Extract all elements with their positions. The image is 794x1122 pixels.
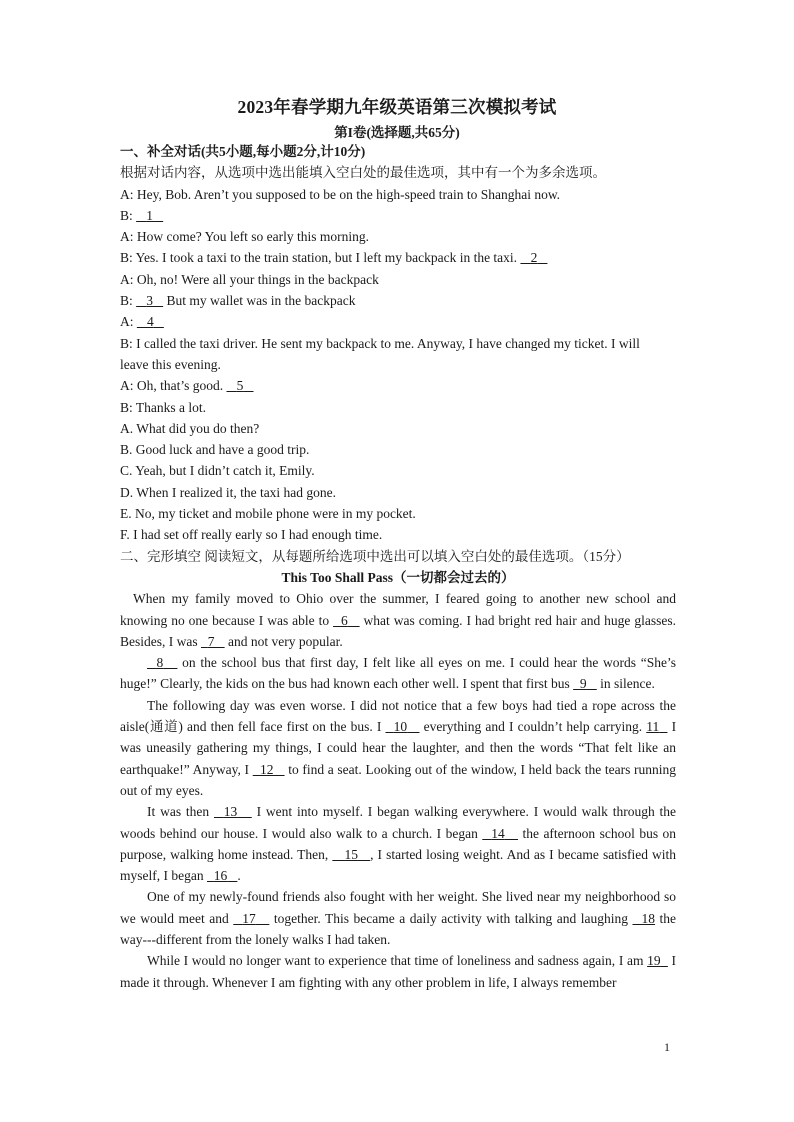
blank-11: 11 [646, 719, 660, 735]
blank-5: 5 [236, 378, 244, 394]
page-number: 1 [664, 1040, 670, 1054]
paragraph-6: While I would no longer want to experience that time of loneliness and sadness again, I am 19 I made it through. Whenever I am fighting with any other problem in life, I always remember [120, 953, 677, 990]
dialogue-line-5: A: Oh, no! Were all your things in the backpack [120, 271, 379, 287]
paragraph-1: When my family moved to Ohio over the summer, I feared going to another new school and knowing no one because I was able to 6 what was coming. I had bright red hair and huge glasses. Besides, I was 7 and not very popular. [120, 591, 676, 649]
option-c: C. Yeah, but I didn’t catch it, Emily. [120, 463, 315, 479]
option-e: E. No, my ticket and mobile phone were in my pocket. [120, 506, 416, 522]
blank-9: 9 [579, 676, 587, 692]
dialogue-line-7: A: 4 [120, 311, 676, 332]
dialogue-line-4: B: Yes. I took a taxi to the train station, but I left my backpack in the taxi. 2 [120, 247, 676, 268]
paragraph-5: One of my newly-found friends also fought with her weight. She lived near my neighborhood so we would meet and 17 together. This became a daily activity with talking and laughing 18 the way---different from the lonely walks I had taken. [120, 889, 677, 947]
blank-16: 16 [213, 868, 228, 884]
dialogue-line-6: B: 3 But my wallet was in the backpack [120, 293, 356, 309]
exam-body [120, 141, 676, 993]
dialogue-line-2: B: 1 [120, 205, 676, 226]
option-b: B. Good luck and have a good trip. [120, 442, 310, 458]
paragraph-2: 8 on the school bus that first day, I felt like all eyes on me. I could hear the words “She’s huge!” Clearly, the kids on the bus had known each other well. I spent that first bus 9 in silence. [120, 655, 677, 692]
dialogue-line-10: A: Oh, that’s good. 5 [120, 375, 676, 396]
paragraph-3: The following day was even worse. I did not notice that a few boys had tied a rope across the aisle(通道) and then fell face first on the bus. I 10 everything and I couldn’t help carrying. 11 I was uneasily gathering my things, I could hear the laughter, and then the words “That felt like an earthquake!” Anyway, I 12 to find a seat. Looking out of the window, I held back the tears running out of my eyes. [120, 697, 677, 798]
blank-2: 2 [530, 250, 538, 266]
blank-3: 3 [146, 293, 154, 309]
passage-title: This Too Shall Pass（一切都会过去的） [281, 569, 515, 585]
dialogue-line-1: A: Hey, Bob. Aren’t you supposed to be on the high-speed train to Shanghai now. [120, 186, 561, 202]
dialogue-line-8: B: I called the taxi driver. He sent my backpack to me. Anyway, I have changed my ticket. I will [120, 335, 640, 351]
option-d: D. When I realized it, the taxi had gone. [120, 484, 337, 500]
dialogue-line-9: leave this evening. [120, 356, 221, 372]
blank-8: 8 [156, 655, 164, 671]
dialogue-line-3: A: How come? You left so early this morning. [120, 229, 369, 245]
blank-18: 18 [641, 910, 656, 926]
blank-6: 6 [340, 612, 348, 628]
exam-title: 2023年春学期九年级英语第三次模拟考试 [237, 97, 557, 117]
option-a: A. What did you do then? [120, 420, 260, 436]
blank-12: 12 [260, 761, 274, 777]
blank-17: 17 [242, 910, 256, 926]
blank-1: 1 [146, 207, 154, 223]
blank-4: 4 [147, 314, 154, 330]
blank-13: 13 [223, 804, 238, 820]
blank-10: 10 [393, 719, 408, 735]
exam-subtitle: 第I卷(选择题,共65分) [334, 125, 460, 140]
option-f: F. I had set off really early so I had enough time. [120, 527, 383, 543]
paragraph-4: It was then 13 I went into myself. I began walking everywhere. I would walk through the woods behind our house. I would also walk to a church. I began 14 the afternoon school bus on purpose, walking home instead. Then, 15 , I started losing weight. And as I became satisfied with myself, I began 16 . [120, 804, 677, 884]
blank-15: 15 [344, 846, 358, 862]
dialogue-line-11: B: Thanks a lot. [120, 399, 206, 415]
blank-7: 7 [207, 633, 215, 649]
blank-14: 14 [491, 825, 505, 841]
blank-19: 19 [647, 953, 661, 969]
section1-heading: 一、补全对话(共5小题,每小题2分,计10分) [120, 144, 366, 159]
section1-instruction: 根据对话内容，从选项中选出能填入空白处的最佳选项，其中有一个为多余选项。 [120, 165, 606, 181]
section2-heading: 二、完形填空 阅读短文，从每题所给选项中选出可以填入空白处的最佳选项。（15分） [120, 548, 630, 564]
